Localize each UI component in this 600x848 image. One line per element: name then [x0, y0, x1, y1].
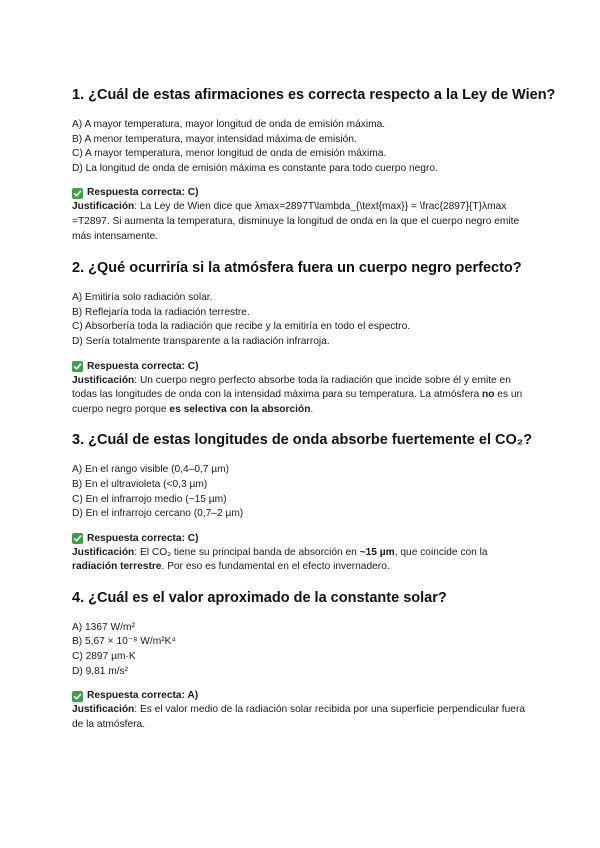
- justification: [72, 546, 528, 575]
- question-4: [72, 589, 528, 733]
- option-b: B) En el ultravioleta (<0,3 µm): [72, 478, 208, 490]
- options-list: [72, 621, 528, 679]
- question-title: 2. ¿Qué ocurriría si la atmósfera fuera un cuerpo negro perfecto?: [72, 260, 522, 277]
- question-2: [72, 259, 528, 417]
- justification-label: Justificación: [72, 546, 135, 558]
- justification: [72, 374, 528, 418]
- correct-answer: [72, 186, 528, 200]
- justification-text: : Es el valor medio de la radiación solar recibida por una superficie perpendicular fuera de la atmósfera.: [72, 704, 526, 730]
- answer-text: Respuesta correcta: C): [87, 360, 199, 372]
- correct-answer: [72, 689, 528, 703]
- options-list: [72, 118, 528, 176]
- option-a: A) 1367 W/m²: [72, 621, 135, 633]
- justification-text: : Un cuerpo negro perfecto absorbe toda la radiación que incide sobre él y emite en todas las longitudes de onda con la intensidad máxima para su temperatura. La atmósfera: [72, 374, 511, 401]
- option-b: B) Reflejaría toda la radiación terrestre.: [72, 306, 250, 318]
- option-a: A) A mayor temperatura, mayor longitud de onda de emisión máxima.: [72, 119, 386, 130]
- justification-emphasis: ~15 µm: [359, 546, 395, 558]
- option-c: C) Absorbería toda la radiación que recibe y la emitiría en todo el espectro.: [72, 321, 411, 333]
- option-d: D) En el infrarrojo cercano (0,7–2 µm): [72, 508, 244, 520]
- option-b: B) 5,67 × 10⁻⁸ W/m²K⁴: [72, 636, 176, 648]
- justification-text: es un cuerpo negro porque: [72, 389, 523, 415]
- option-c: C) A mayor temperatura, menor longitud de onda de emisión máxima.: [72, 148, 387, 160]
- justification-text: : La Ley de Wien dice que λmax=2897T\lambda_{\text{max}} = \frac{2897}{T}λmax​=T2897​. Si aumenta la temperatura, disminuye la longitud de onda en la que el cuerpo negro emite más intensamente.: [72, 201, 520, 242]
- question-title: 1. ¿Cuál de estas afirmaciones es correcta respecto a la Ley de Wien?: [72, 87, 556, 103]
- justification-label: Justificación: [72, 374, 135, 386]
- question-title: 4. ¿Cuál es el valor aproximado de la constante solar?: [72, 589, 447, 606]
- justification-text: .: [310, 403, 314, 415]
- correct-answer: [72, 532, 528, 546]
- option-b: B) A menor temperatura, mayor intensidad máxima de emisión.: [72, 133, 357, 145]
- option-c: C) En el infrarrojo medio (~15 µm): [72, 493, 227, 505]
- justification: [72, 200, 528, 244]
- check-mark-icon: [72, 691, 83, 702]
- options-list: [72, 463, 528, 521]
- check-mark-icon: [72, 188, 83, 199]
- check-mark-icon: [72, 361, 83, 372]
- justification-text: . Por eso es fundamental en el efecto invernadero.: [161, 561, 390, 573]
- justification-emphasis: es selectiva con la absorción: [169, 403, 311, 415]
- justification-text: : El CO₂ tiene su principal banda de absorción en: [134, 546, 360, 558]
- option-a: A) Emitiría solo radiación solar.: [72, 292, 213, 304]
- answer-text: Respuesta correcta: C): [87, 532, 199, 544]
- justification-emphasis: radiación terrestre: [72, 561, 162, 573]
- document-page: [72, 86, 556, 746]
- answer-text: Respuesta correcta: A): [87, 690, 199, 702]
- answer-text: Respuesta correcta: C): [87, 187, 199, 199]
- justification-label: Justificación: [72, 704, 135, 716]
- option-d: D) La longitud de onda de emisión máxima es constante para todo cuerpo negro.: [72, 162, 438, 174]
- justification: [72, 703, 528, 732]
- option-c: C) 2897 µm·K: [72, 651, 136, 663]
- question-1: [72, 86, 556, 244]
- option-d: D) 9,81 m/s²: [72, 665, 129, 677]
- option-a: A) En el rango visible (0,4–0,7 µm): [72, 464, 230, 476]
- check-mark-icon: [72, 533, 83, 544]
- option-d: D) Sería totalmente transparente a la radiación infrarroja.: [72, 335, 330, 347]
- options-list: [72, 291, 528, 349]
- justification-emphasis: no: [482, 389, 495, 401]
- question-3: [72, 431, 533, 575]
- justification-text: , que coincide con la: [394, 546, 488, 558]
- correct-answer: [72, 360, 528, 374]
- question-title: 3. ¿Cuál de estas longitudes de onda absorbe fuertemente el CO₂?: [72, 432, 533, 449]
- justification-label: Justificación: [72, 201, 135, 213]
